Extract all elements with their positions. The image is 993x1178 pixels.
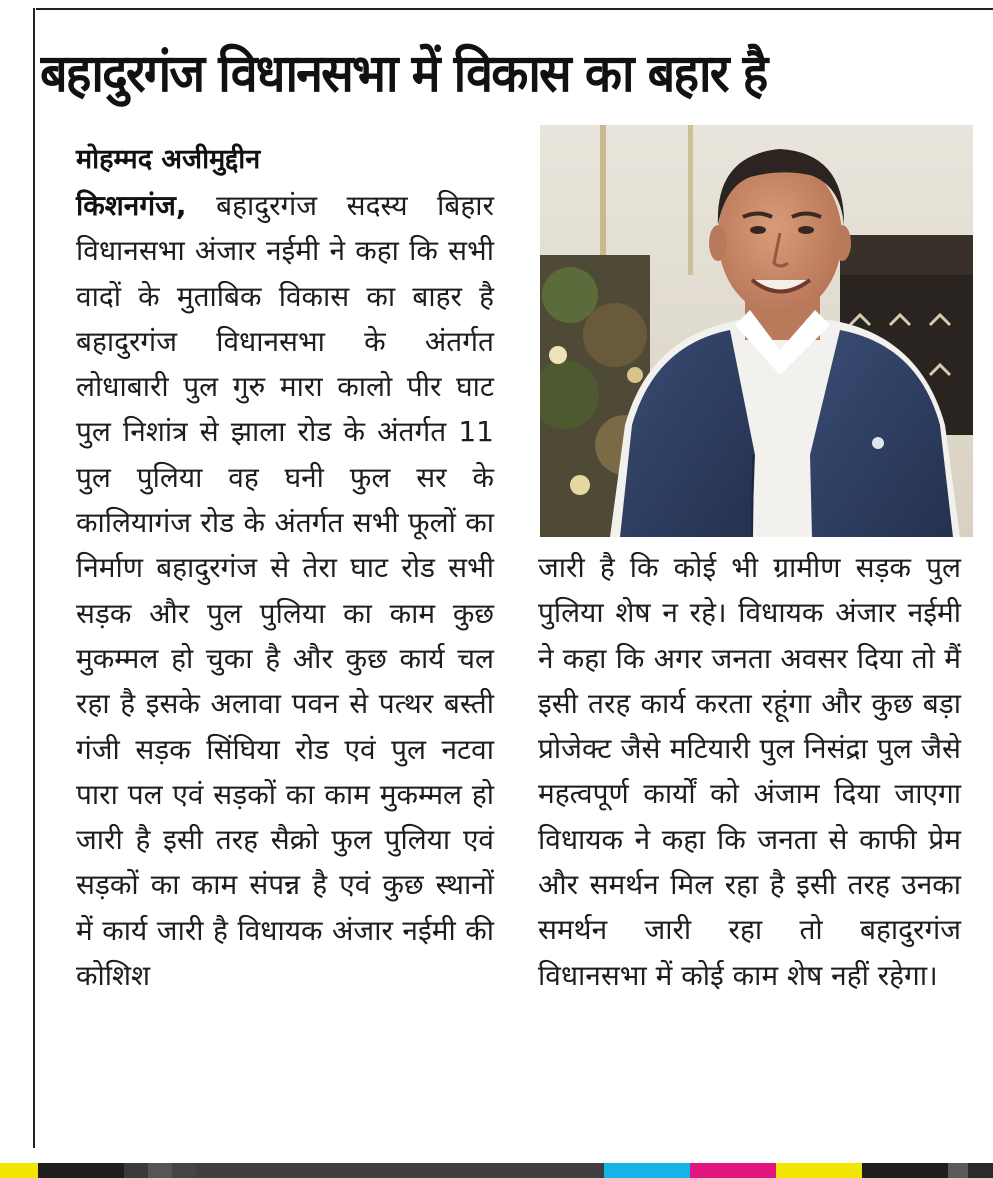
dateline: किशनगंज,	[76, 189, 187, 222]
article-column-left	[76, 183, 494, 1143]
left-column-rule	[33, 8, 35, 1148]
mla-photo	[540, 125, 973, 537]
print-color-bar	[0, 1163, 993, 1178]
portrait-illustration	[540, 125, 973, 537]
article-column-right: जारी है कि कोई भी ग्रामीण सड़क पुल पुलिया शेष न रहे। विधायक अंजार नईमी ने कहा कि अगर जनता अवसर दिया तो मैं इसी तरह कार्य करता रहूंगा और कुछ बड़ा प्रोजेक्ट जैसे मटियारी पुल निसंद्रा पुल जैसे महत्वपूर्ण कार्यों को अंजाम दिया जाएगा विधायक ने कहा कि जनता से काफी प्रेम और समर्थन मिल रहा है इसी तरह उनका समर्थन जारी रहा तो बहादुरगंज विधानसभा में कोई काम शेष नहीं रहेगा।	[538, 551, 961, 992]
headline: बहादुरगंज विधानसभा में विकास का बहार है	[40, 44, 767, 104]
top-rule	[36, 8, 993, 10]
byline: मोहम्मद अजीमुद्दीन	[76, 144, 261, 175]
article-body-left: बहादुरगंज सदस्य बिहार विधानसभा अंजार नईमी ने कहा कि सभी वादों के मुताबिक विकास का बाहर है बहादुरगंज विधानसभा के अंतर्गत लोधाबारी पुल गुरु मारा कालो पीर घाट पुल निशांत्र से झाला रोड के अंतर्गत 11 पुल पुलिया वह घनी फुल सर के कालियागंज रोड के अंतर्गत सभी फूलों का निर्माण बहादुरगंज से तेरा घाट रोड सभी सड़क और पुल पुलिया का काम कुछ मुकम्मल हो चुका है और कुछ कार्य चल रहा है इसके अलावा पवन से पत्थर बस्ती गंजी सड़क सिंघिया रोड एवं पुल नटवा पारा पल एवं सड़कों का काम मुकम्मल हो जारी है इसी तरह सैक्रो फुल पुलिया एवं सड़कों का काम संपन्न है एवं कुछ स्थानों में कार्य जारी है विधायक अंजार नईमी की कोशिश	[76, 189, 494, 993]
